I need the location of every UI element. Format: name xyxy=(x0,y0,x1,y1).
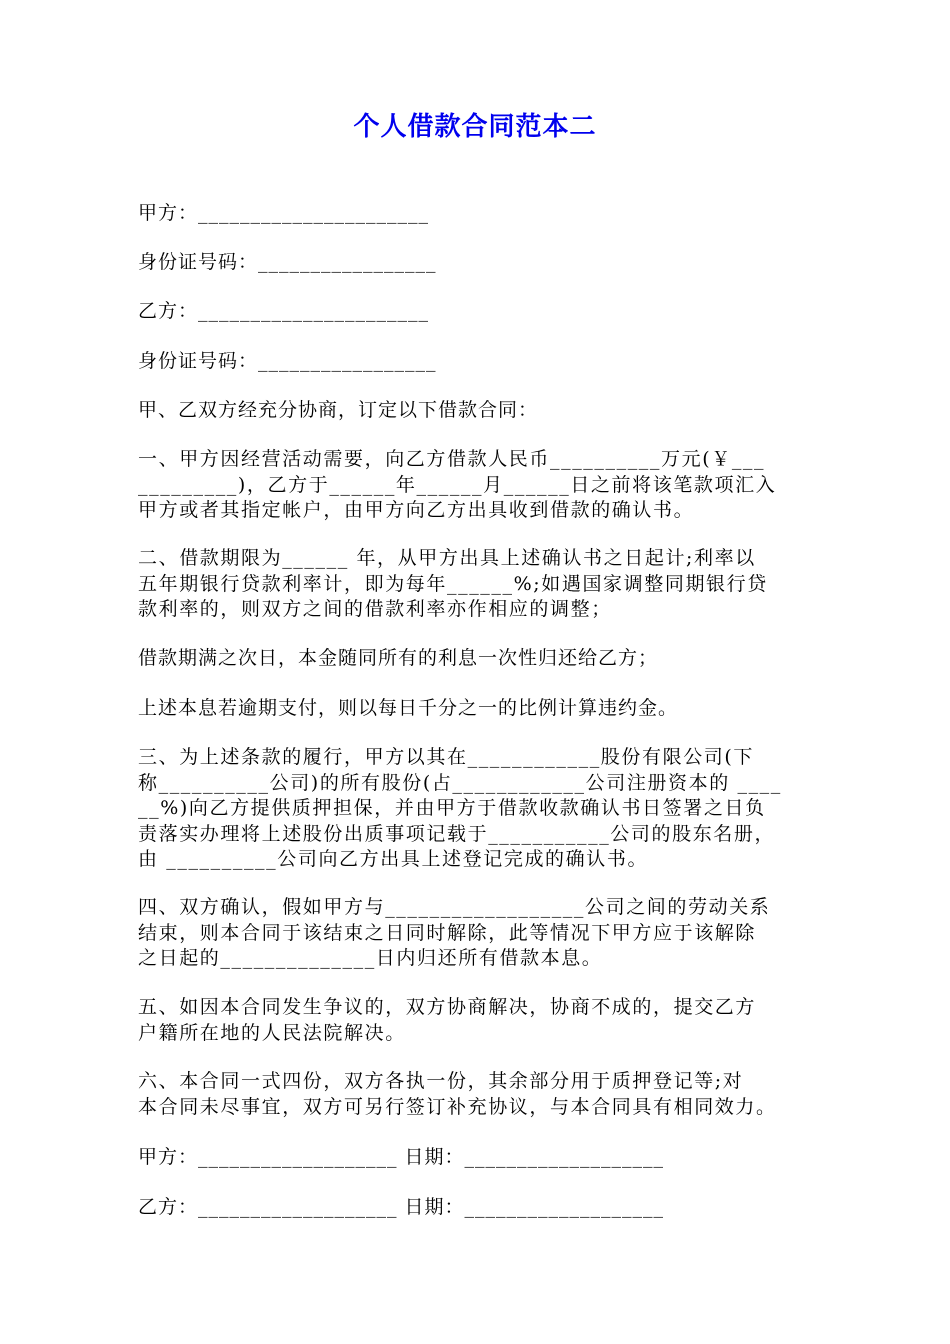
clause-4 xyxy=(138,895,818,972)
clause-3-line: 由 __________公司向乙方出具上述登记完成的确认书。 xyxy=(138,848,649,870)
clause-4-line: 四、双方确认，假如甲方与__________________公司之间的劳动关系 xyxy=(138,896,771,918)
clause-2-line: 五年期银行贷款利率计，即为每年______%;如遇国家调整同期银行贷 xyxy=(138,572,768,595)
clause-3-line: 三、为上述条款的履行，甲方以其在____________股份有限公司(下 xyxy=(138,746,755,768)
party-a-field: 甲方：______________________ xyxy=(138,202,430,224)
clause-3-line: 责落实办理将上述股份出质事项记载于___________公司的股东名册， xyxy=(138,822,776,845)
maturity-text: 借款期满之次日，本金随同所有的利息一次性归还给乙方； xyxy=(138,647,659,669)
clause-4-line: 结束，则本合同于该结束之日同时解除，此等情况下甲方应于该解除 xyxy=(138,921,757,944)
clause-5 xyxy=(138,995,818,1046)
clause-1-line: 甲方或者其指定帐户，由甲方向乙方出具收到借款的确认书。 xyxy=(138,499,695,521)
clause-3-line: __%)向乙方提供质押担保，并由甲方于借款收款确认书日签署之日负 xyxy=(138,797,766,819)
party-b-id-field: 身份证号码：_________________ xyxy=(138,350,437,372)
signature-party-a: 甲方：___________________ 日期：___________________ xyxy=(138,1146,665,1168)
signature-party-b: 乙方：___________________ 日期：___________________ xyxy=(138,1196,665,1218)
clause-2 xyxy=(138,546,818,623)
clause-5-line: 五、如因本合同发生争议的，双方协商解决，协商不成的，提交乙方 xyxy=(138,996,757,1018)
document-title: 个人借款合同范本二 xyxy=(353,112,597,142)
clause-1 xyxy=(138,447,818,524)
clause-3 xyxy=(138,745,818,873)
clause-2-line: 款利率的，则双方之间的借款利率亦作相应的调整； xyxy=(138,598,612,620)
clause-6 xyxy=(138,1069,818,1120)
party-b-field: 乙方：______________________ xyxy=(138,300,430,322)
penalty-text: 上述本息若逾期支付，则以每日千分之一的比例计算违约金。 xyxy=(138,697,679,719)
clause-1-line: _________)，乙方于______年______月______日之前将该笔款项汇入 xyxy=(138,473,777,496)
clause-6-line: 六、本合同一式四份，双方各执一份，其余部分用于质押登记等;对 xyxy=(138,1070,744,1092)
clause-4-line: 之日起的______________日内归还所有借款本息。 xyxy=(138,947,603,969)
intro-text: 甲、乙双方经充分协商，订定以下借款合同： xyxy=(138,399,539,421)
clause-3-line: 称__________公司)的所有股份(占____________公司注册资本的 ____ xyxy=(138,771,782,794)
clause-5-line: 户籍所在地的人民法院解决。 xyxy=(138,1021,406,1044)
clause-1-line: 一、甲方因经营活动需要，向乙方借款人民币__________万元(￥___ xyxy=(138,448,766,470)
clause-2-line: 二、借款期限为______ 年，从甲方出具上述确认书之日起计;利率以 xyxy=(138,547,756,569)
clause-6-line: 本合同未尽事宜，双方可另行签订补充协议，与本合同具有相同效力。 xyxy=(138,1095,777,1118)
party-a-id-field: 身份证号码：_________________ xyxy=(138,251,437,273)
